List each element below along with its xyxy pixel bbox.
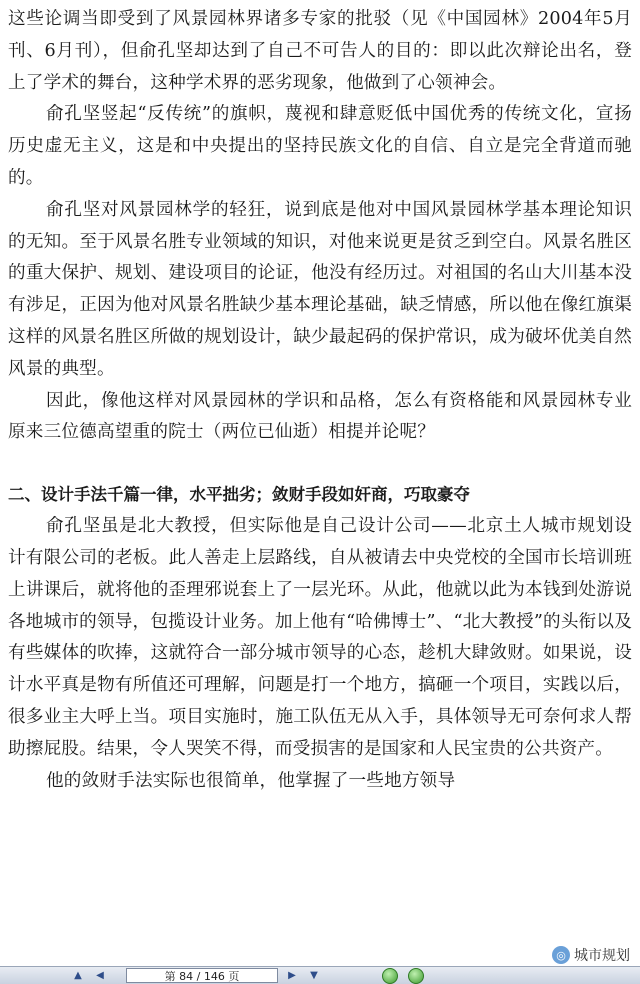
- go-back-icon[interactable]: [382, 968, 398, 984]
- go-forward-icon[interactable]: [408, 968, 424, 984]
- document-body: [8, 4, 632, 797]
- paragraph: 他的敛财手法实际也很简单，他掌握了一些地方领导: [46, 770, 456, 791]
- first-page-icon[interactable]: ▲: [74, 970, 82, 981]
- paragraph: 俞孔坚虽是北大教授，但实际他是自己设计公司——北京土人城市规划设计有限公司的老板。此人善走上层路线，自从被请去中央党校的全国市长培训班上讲课后，就将他的歪理邪说套上了一层光环。从此，他就以此为本钱到处游说各地城市的领导，包揽设计业务。加上他有“哈佛博士”、“北大教授”的头衔以及有些媒体的吹捧，这就符合一部分城市领导的心态，趁机大肆敛财。如果说，设计水平真是物有所值还可理解，问题是打一个地方，搞砸一个项目，实践以后，很多业主大呼上当。项目实施时，施工队伍无从入手，具体领导无可奈何求人帮助擦屁股。结果，令人哭笑不得，而受损害的是国家和人民宝贵的公共资产。: [8, 516, 632, 759]
- paragraph: 因此，像他这样对风景园林的学识和品格，怎么有资格能和风景园林专业原来三位德高望重的院士（两位已仙逝）相提并论呢？: [8, 390, 632, 443]
- page-indicator[interactable]: 第 84 / 146 页: [126, 968, 278, 983]
- paragraph: 俞孔坚竖起“反传统”的旗帜，蔑视和肆意贬低中国优秀的传统文化，宣扬历史虚无主义，这是和中央提出的坚持民族文化的自信、自立是完全背道而驰的。: [8, 104, 632, 188]
- wechat-logo-icon: ◎: [552, 946, 570, 964]
- document-toolbar: [0, 966, 640, 984]
- section-heading: 二、设计手法千篇一律，水平拙劣；敛财手段如奸商，巧取豪夺: [8, 485, 470, 505]
- last-page-icon[interactable]: ▼: [310, 970, 318, 981]
- paragraph-gap: [8, 449, 632, 479]
- watermark: [548, 944, 634, 966]
- watermark-text: 城市规划: [574, 948, 630, 964]
- prev-page-icon[interactable]: ◀: [96, 970, 104, 981]
- paragraph: 俞孔坚对风景园林学的轻狂，说到底是他对中国风景园林学基本理论知识的无知。至于风景名胜专业领域的知识，对他来说更是贫乏到空白。风景名胜区的重大保护、规划、建设项目的论证，他没有经历过。对祖国的名山大川基本没有涉足，正因为他对风景名胜缺少基本理论基础，缺乏情感，所以他在像红旗渠这样的风景名胜区所做的规划设计，缺少最起码的保护常识，成为破坏优美自然风景的典型。: [8, 199, 632, 379]
- next-page-icon[interactable]: ▶: [288, 970, 296, 981]
- paragraph: 这些论调当即受到了风景园林界诸多专家的批驳（见《中国园林》2004年5月刊、6月刊），但俞孔坚却达到了自己不可告人的目的：即以此次辩论出名，登上了学术的舞台，这种学术界的恶劣现象，他做到了心领神会。: [8, 9, 632, 93]
